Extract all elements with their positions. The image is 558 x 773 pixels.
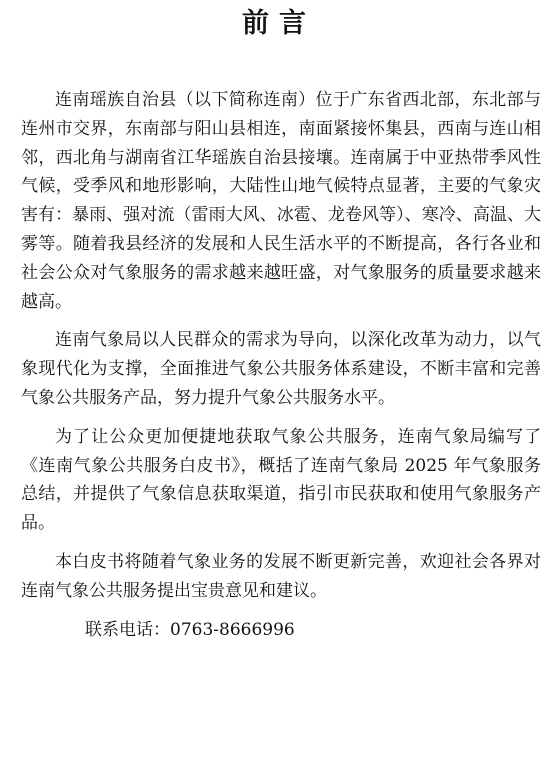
paragraph-mission: 连南气象局以人民群众的需求为导向，以深化改革为动力，以气象现代化为支撑，全面推进气象公共服务体系建设，不断丰富和完善气象公共服务产品，努力提升气象公共服务水平。 [21,330,541,408]
paragraph-closing: 本白皮书将随着气象业务的发展不断更新完善，欢迎社会各界对连南气象公共服务提出宝贵意见和建议。 [21,551,541,601]
document-body [21,86,541,644]
paragraph-whitepaper: 为了让公众更加便捷地获取气象公共服务，连南气象局编写了《连南气象公共服务白皮书》，概括了连南气象局 2025 年气象服务总结，并提供了气象信息获取渠道，指引市民获取和使用气象服务产品。 [21,426,541,534]
contact-phone: 联系电话：0763-8666996 [85,619,295,640]
paragraph-intro: 连南瑶族自治县（以下简称连南）位于广东省西北部，东北部与连州市交界，东南部与阳山县相连，南面紧接怀集县，西南与连山相邻，西北角与湖南省江华瑶族自治县接壤。连南属于中亚热带季风性气候，受季风和地形影响，大陆性山地气候特点显著，主要的气象灾害有：暴雨、强对流（雷雨大风、冰雹、龙卷风等）、寒冷、高温、大雾等。随着我县经济的发展和人民生活水平的不断提高，各行各业和社会公众对气象服务的需求越来越旺盛，对气象服务的质量要求越来越高。 [21,90,541,312]
page-title: 前言 [242,8,316,39]
